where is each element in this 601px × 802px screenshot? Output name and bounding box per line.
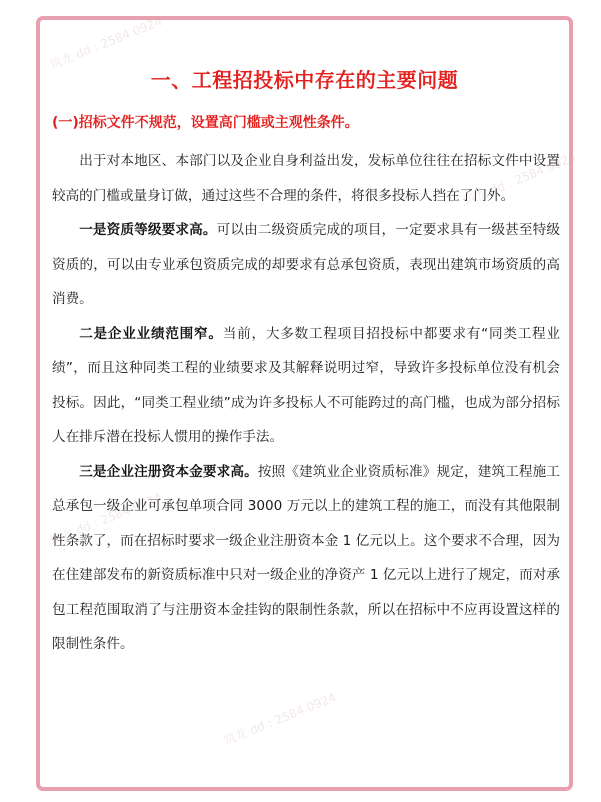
watermark: 筑龙 dd : 2584 0924 [461, 150, 579, 208]
point-lead: 二是企业业绩范围窄。 [79, 325, 223, 342]
point-text: 按照《建筑业企业资质标准》规定，建筑工程施工总承包一级企业可承包单项合同 3000 万元以上的建筑工程的施工，而没有其他限制性条款了，而在招标时要求一级企业注册资本金 1 亿元以上。这个要求不合理，因为在住建部发布的新资质标准中只对一级企业的净资产 1 亿元以上进行了规定，而对承包工程范围取消了与注册资本金挂钩的限制性条款，所以在招标中不应再设置这样的限制性条件。 [52, 463, 561, 652]
point-paragraph-1 [52, 213, 560, 317]
watermark: 筑龙 dd : 2584 0924 [221, 690, 339, 748]
page-title: 一、工程招投标中存在的主要问题 [150, 68, 459, 92]
section-heading: (一)招标文件不规范，设置高门槛或主观性条件。 [52, 115, 359, 131]
point-text: 可以由二级资质完成的项目，一定要求具有一级甚至特级资质的，可以由专业承包资质完成的却要求有总承包资质，表现出建筑市场资质的高消费。 [52, 222, 561, 307]
article-body [52, 144, 560, 662]
intro-paragraph: 出于对本地区、本部门以及企业自身利益出发，发标单位往往在招标文件中设置较高的门槛或量身订做，通过这些不合理的条件，将很多投标人挡在了门外。 [52, 153, 560, 204]
point-lead: 一是资质等级要求高。 [79, 222, 217, 238]
watermark: 筑龙 dd : 2584 0924 [47, 490, 165, 548]
article-frame [36, 14, 579, 791]
point-lead: 三是企业注册资本金要求高。 [79, 463, 258, 480]
watermark: 筑龙 dd : 2584 0924 [47, 14, 165, 72]
point-text: 当前，大多数工程项目招投标中都要求有“同类工程业绩”，而且这种同类工程的业绩要求及其解释说明过窄，导致许多投标单位没有机会投标。因此，“同类工程业绩”成为许多投标人不可能跨过的高门槛，也成为部分招标人在排斥潜在投标人惯用的操作手法。 [52, 325, 561, 445]
point-paragraph-3 [52, 455, 560, 662]
point-paragraph-2 [52, 317, 560, 455]
